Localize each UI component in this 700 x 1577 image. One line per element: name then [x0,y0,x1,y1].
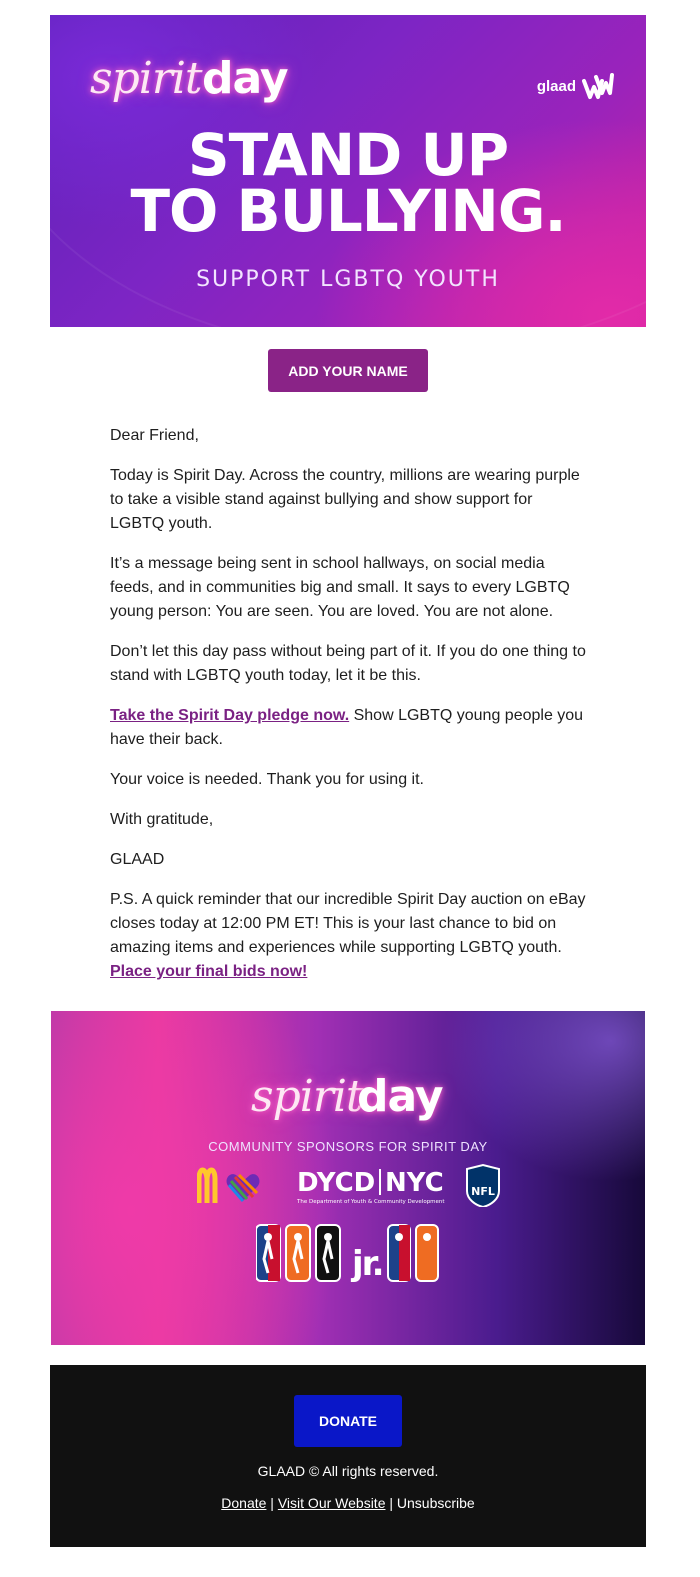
spirit-day-logo-spirit: spirit [90,53,202,104]
letter-signature: GLAAD [110,851,165,868]
glaad-logo [537,67,614,105]
sponsors-banner [51,1011,645,1345]
ps-text: P.S. A quick reminder that our incredible Spirit Day auction on eBay closes today at 12:00 PM ET! This is your last chance to bid on amazing items and experiences while supporting LGBTQ youth. [110,891,586,956]
hero-headline-line1: STAND UP [187,121,509,189]
sponsors-label: COMMUNITY SPONSORS FOR SPIRIT DAY [208,1139,488,1154]
sponsors-spirit-day-logo-day: day [357,1071,443,1122]
hero-banner [50,15,646,327]
letter-greeting: Dear Friend, [110,427,199,444]
footer-website-link[interactable]: Visit Our Website [277,1495,386,1511]
footer-donate-link[interactable]: Donate [221,1495,267,1511]
donate-button[interactable]: DONATE [294,1395,402,1447]
hero-headline-line2: TO BULLYING. [130,177,566,245]
wnba-logo [286,1225,310,1281]
dycd-text: DYCD [297,1168,376,1198]
letter-body [110,424,590,1000]
g-league-logo [316,1225,340,1281]
letter-closing: With gratitude, [110,811,214,828]
letter-paragraph-5: Your voice is needed. Thank you for using it. [110,771,424,788]
dycd-nyc-logo [296,1168,445,1205]
letter-ps [110,888,590,984]
nba-logo [256,1225,280,1281]
jr-nba-logo [350,1225,438,1284]
email-footer [50,1365,646,1547]
jr-text: jr. [352,1244,383,1284]
sponsor-logos-row-2 [256,1223,446,1285]
letter-paragraph-4 [110,704,590,752]
letter-paragraph-3: Don’t let this day pass without being part of it. If you do one thing to stand with LGBTQ youth today, let it be this. [110,643,586,684]
dycd-subtitle: The Department of Youth & Community Development [297,1199,445,1205]
hero-headline [50,121,646,245]
nfl-text: NFL [471,1185,495,1198]
sponsor-logos-row-1 [197,1163,507,1207]
pledge-link[interactable]: Take the Spirit Day pledge now. [110,707,350,724]
letter-paragraph-2: It’s a message being sent in school hallways, on social media feeds, and in communities big and small. It says to every LGBTQ young person: You are seen. You are loved. You are not alone. [110,555,570,620]
pledge-rest-text: Show LGBTQ young people you have their back. [110,707,584,748]
mcdonalds-logo [199,1170,215,1203]
glaad-mark-icon [582,67,614,105]
footer-unsubscribe-link[interactable]: Unsubscribe [396,1495,475,1511]
copyright-text: GLAAD © All rights reserved. [257,1463,439,1479]
letter-paragraph-1: Today is Spirit Day. Across the country, millions are wearing purple to take a visible stand against bullying and show support for LGBTQ youth. [110,467,580,532]
footer-separator-2: | [385,1495,397,1511]
nyc-text: NYC [385,1168,444,1198]
add-your-name-button[interactable]: ADD YOUR NAME [268,349,428,392]
glaad-logo-text: glaad [536,77,576,95]
footer-separator-1: | [266,1495,278,1511]
spirit-day-logo-day: day [202,53,288,104]
final-bids-link[interactable]: Place your final bids now! [110,963,308,980]
nfl-logo [467,1165,499,1207]
hero-subheadline: SUPPORT LGBTQ YOUTH [196,267,500,292]
sponsors-spirit-day-logo-spirit: spirit [251,1071,363,1122]
footer-links [50,1495,646,1511]
pride-heart-logo [227,1174,260,1201]
